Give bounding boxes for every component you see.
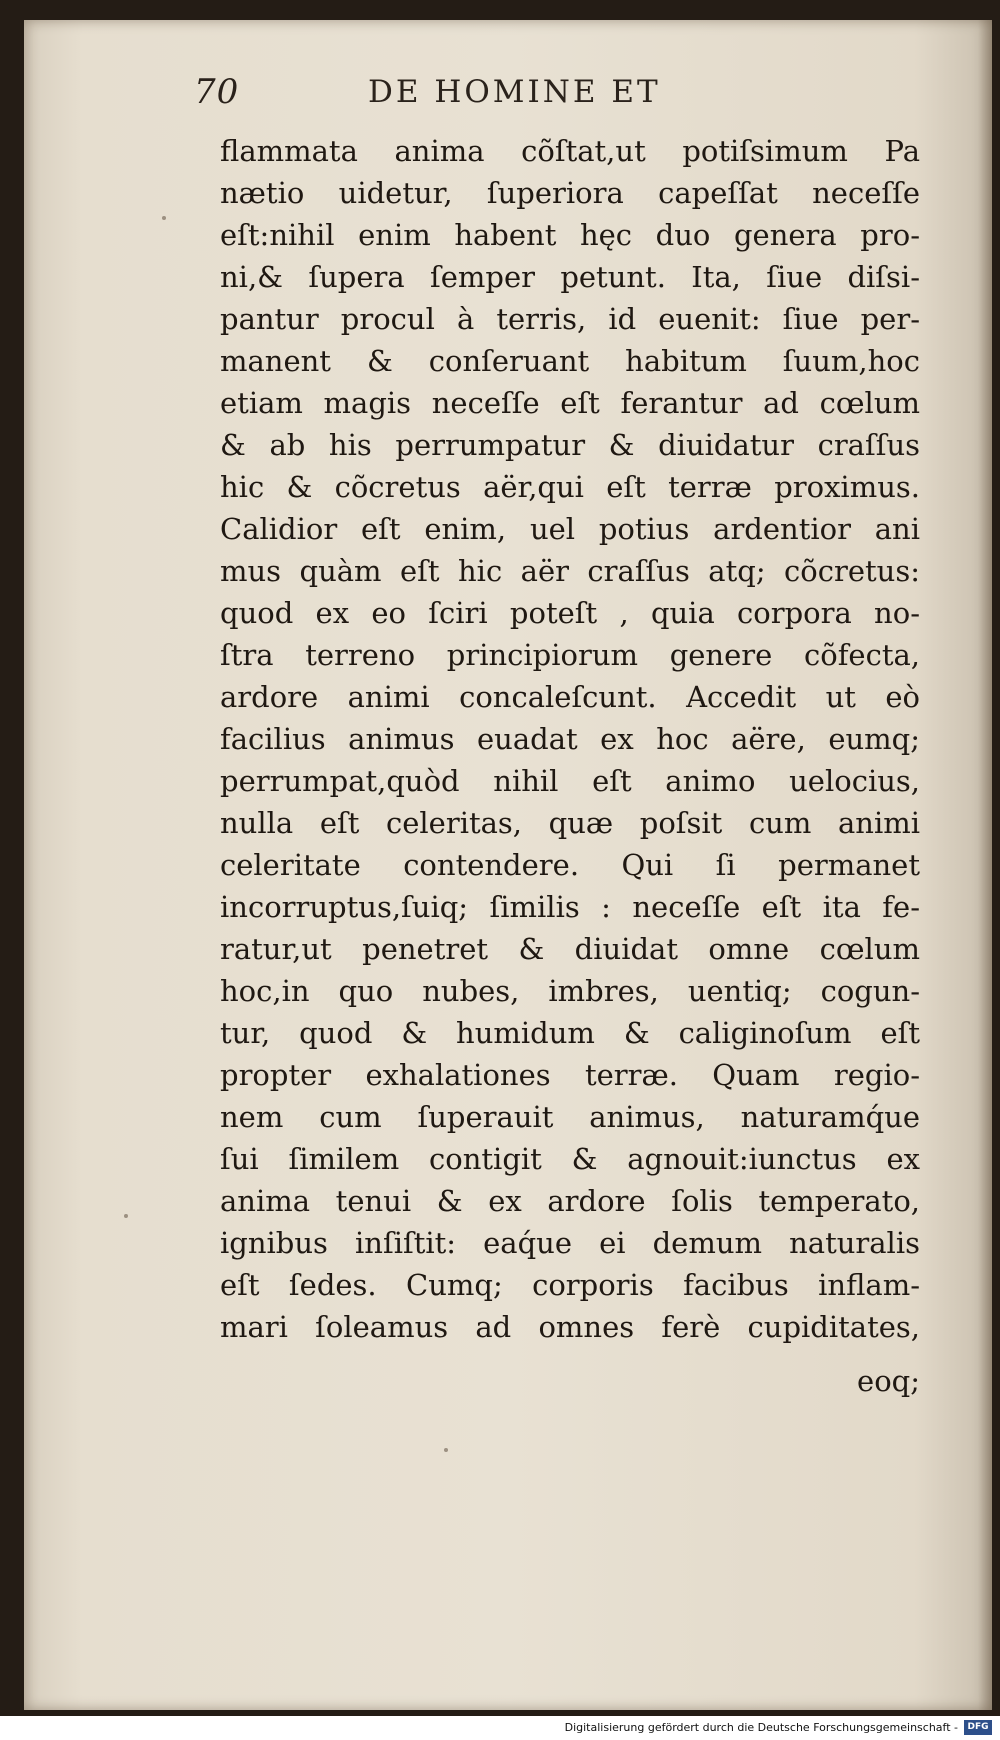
funding-credit: Digitalisierung gefördert durch die Deutsche Forschungsgemeinschaft - — [564, 1721, 958, 1734]
text-line: facilius animus euadat ex hoc aëre, eumq; — [220, 722, 920, 756]
paper-speck — [124, 1214, 128, 1218]
text-line: celeritate contendere. Qui ſi permanet — [220, 848, 920, 882]
text-line: perrumpat,quòd nihil eſt animo uelocius, — [220, 764, 920, 798]
text-line: Calidior eſt enim, uel potius ardentior ani — [220, 512, 920, 546]
page-header — [190, 60, 750, 120]
text-line: ratur,ut penetret & diuidat omne cœlum — [220, 932, 920, 966]
page-edge-shadow — [978, 20, 992, 1710]
text-line: eſt:nihil enim habent hęc duo genera pro- — [220, 218, 920, 252]
text-line: nem cum ſuperauit animus, naturamq́ue — [220, 1100, 920, 1134]
text-line: manent & conſeruant habitum ſuum,hoc — [220, 344, 920, 378]
text-line: hic & cõcretus aër,qui eſt terræ proximus. — [220, 470, 920, 504]
text-line: ſtra terreno principiorum genere cõfecta, — [220, 638, 920, 672]
text-line: tur, quod & humidum & caliginoſum eſt — [220, 1016, 920, 1050]
page-number: 70 — [194, 72, 240, 112]
text-line: pantur procul à terris, id euenit: ſiue per- — [220, 302, 920, 336]
text-line: flammata anima cõſtat,ut potiſsimum Pa — [220, 134, 920, 168]
running-head: DE HOMINE ET — [368, 74, 661, 110]
text-line: ardore animi concaleſcunt. Accedit ut eò — [220, 680, 920, 714]
body-text — [220, 130, 920, 1348]
text-line: ni,& ſupera ſemper petunt. Ita, ſiue diſsi- — [220, 260, 920, 294]
text-line: ſui ſimilem contigit & agnouit:iunctus ex — [220, 1142, 920, 1176]
text-line: mus quàm eſt hic aër craſſus atq; cõcretus: — [220, 554, 920, 588]
digitization-footer — [0, 1716, 1000, 1740]
text-line: ignibus inſiſtit: eaq́ue ei demum naturalis — [220, 1226, 920, 1260]
text-line: & ab his perrumpatur & diuidatur craſſus — [220, 428, 920, 462]
text-line: nulla eſt celeritas, quæ poſsit cum animi — [220, 806, 920, 840]
text-line: mari ſoleamus ad omnes ferè cupiditates, — [220, 1310, 920, 1344]
dfg-logo-icon: DFG — [964, 1720, 992, 1735]
text-line: incorruptus,ſuiq; ſimilis : neceſſe eſt ita fe- — [220, 890, 920, 924]
text-line: nætio uidetur, ſuperiora capeſſat neceſſe — [220, 176, 920, 210]
text-line: hoc,in quo nubes, imbres, uentiq; cogun- — [220, 974, 920, 1008]
text-line: anima tenui & ex ardore ſolis temperato, — [220, 1184, 920, 1218]
paper-speck — [444, 1448, 448, 1452]
text-line: etiam magis neceſſe eſt ferantur ad cœlum — [220, 386, 920, 420]
catchword: eoq; — [857, 1364, 920, 1398]
text-line: quod ex eo ſciri poteſt , quia corpora no- — [220, 596, 920, 630]
paper-speck — [162, 216, 166, 220]
text-line: propter exhalationes terræ. Quam regio- — [220, 1058, 920, 1092]
text-line: eſt ſedes. Cumq; corporis facibus inflam- — [220, 1268, 920, 1302]
